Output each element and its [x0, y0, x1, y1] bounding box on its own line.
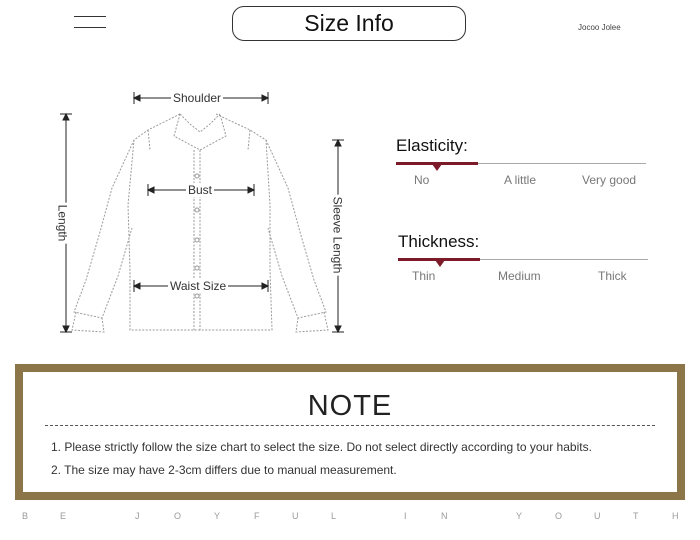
thickness-scale [398, 232, 648, 285]
note-divider [45, 425, 655, 426]
slogan-letter: B [22, 511, 29, 521]
elasticity-scale [396, 136, 646, 189]
page-title: Size Info [232, 6, 466, 41]
slogan-letter: U [594, 511, 601, 521]
note-box [15, 364, 685, 500]
slogan-letter: E [60, 511, 67, 521]
note-item: 1. Please strictly follow the size chart to select the size. Do not select directly according to your habits. [51, 440, 592, 454]
shoulder-label: Shoulder [173, 91, 222, 105]
slogan-letter: H [672, 511, 679, 521]
hamburger-menu-icon[interactable] [74, 16, 106, 30]
waist-size-label: Waist Size [170, 279, 227, 293]
sleeve-length-label: Sleeve Length [330, 196, 345, 274]
thickness-track [398, 258, 648, 262]
shirt-outline-illustration [40, 80, 360, 350]
slogan-letter: J [135, 511, 140, 521]
slogan-letter: Y [516, 511, 523, 521]
slogan-letter: N [441, 511, 448, 521]
slogan-letter: Y [214, 511, 221, 521]
slogan-letter: O [174, 511, 182, 521]
elasticity-label: Elasticity: [396, 136, 468, 155]
slogan-letter: F [254, 511, 260, 521]
elasticity-pointer-icon [432, 164, 442, 171]
slogan-letter: U [292, 511, 299, 521]
slogan-letter: I [404, 511, 407, 521]
note-title: NOTE [307, 390, 393, 422]
thickness-label: Thickness: [398, 232, 480, 251]
slogan-letter: O [555, 511, 563, 521]
thickness-pointer-icon [435, 260, 445, 267]
thickness-option-thick: Thick [598, 269, 627, 283]
elasticity-options [396, 173, 646, 189]
slogan-letter: T [633, 511, 639, 521]
elasticity-option-very-good: Very good [582, 173, 637, 187]
slogan [0, 511, 700, 523]
elasticity-option-no: No [414, 173, 430, 187]
length-label: Length [55, 204, 70, 242]
elasticity-option-a-little: A little [504, 173, 537, 187]
slogan-letter: L [331, 511, 337, 521]
brand-name: Jocoo Jolee [578, 23, 621, 32]
elasticity-track [396, 162, 646, 166]
thickness-options [398, 269, 648, 285]
shirt-diagram [40, 80, 360, 350]
bust-label: Bust [188, 183, 213, 197]
note-list [51, 436, 592, 482]
thickness-option-medium: Medium [498, 269, 541, 283]
thickness-option-thin: Thin [412, 269, 436, 283]
note-item: 2. The size may have 2-3cm differs due to manual measurement. [51, 463, 397, 477]
